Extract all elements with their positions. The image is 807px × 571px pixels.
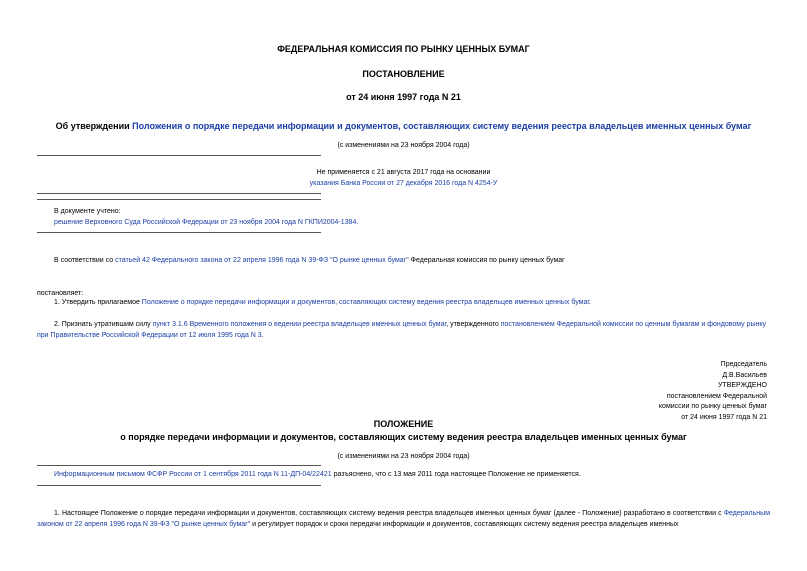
doc-title: [0, 121, 807, 131]
regulation-title: ПОЛОЖЕНИЕ: [373, 419, 434, 429]
amendment-note: (с изменениями на 23 ноября 2004 года): [337, 142, 470, 149]
issuer-org: ФЕДЕРАЛЬНАЯ КОМИССИЯ ПО РЫНКУ ЦЕННЫХ БУМАГ: [277, 44, 530, 54]
item-1: [54, 298, 591, 308]
letter-link[interactable]: Информационным письмом ФСФР России от 1 сентября 2011 года N 11-ДП-04/22421: [54, 471, 332, 478]
item-2: [37, 320, 770, 341]
doc-title-prefix: Об утверждении: [55, 121, 133, 131]
signature-name: Д.В.Васильев: [722, 371, 767, 379]
item-2-link-2[interactable]: постановлением Федеральной комиссии по ценным бумагам и фондовому рынку при Правительстве Российской Федерации от 12 июля 1995 года N 3: [37, 321, 767, 339]
doc-title-link[interactable]: Положения о порядке передачи информации и документов, составляющих систему ведения реестра владельцев именных ценных бумаг: [132, 121, 752, 131]
notice-link[interactable]: указания Банка России от 27 декабря 2016 года N 4254-У: [309, 180, 498, 187]
item-1-suffix: .: [589, 299, 591, 306]
item-2-middle: , утвержденного: [446, 321, 501, 328]
doc-date: от 24 июня 1997 года N 21: [346, 92, 461, 102]
item-2-prefix: 2. Признать утратившим силу: [54, 321, 153, 328]
doc-type: ПОСТАНОВЛЕНИЕ: [362, 69, 445, 79]
approved-line: от 24 июня 1997 года N 21: [681, 413, 767, 421]
approved-stamp: УТВЕРЖДЕНО: [717, 382, 767, 389]
divider: [37, 232, 321, 233]
preamble-link[interactable]: статьей 42 Федерального закона от 22 апреля 1996 года N 39-ФЗ "О рынке ценных бумаг": [115, 257, 409, 264]
resolves: постановляет:: [37, 290, 84, 297]
preamble-prefix: В соответствии со: [54, 257, 116, 264]
letter-suffix: разъяснено, что с 13 мая 2011 года настоящее Положение не применяется.: [331, 471, 581, 478]
item-2-suffix: .: [261, 331, 264, 339]
regulation-subtitle: о порядке передачи информации и документов, составляющих систему ведения реестра владельцев именных ценных бумаг: [120, 432, 687, 442]
divider: [37, 193, 321, 194]
considered-label: В документе учтено:: [54, 208, 121, 215]
considered-link[interactable]: решение Верховного Суда Российской Федерации от 23 ноября 2004 года N ГКПИ2004-1384.: [54, 219, 359, 226]
approved-line: комиссии по рынку ценных бумаг: [658, 403, 767, 410]
divider: [37, 155, 321, 156]
clause-1-prefix: 1. Настоящее Положение о порядке передачи информации и документов, составляющих систему ведения реестра владельцев именных ценных бумаг (далее - Положение) разработано в соответствии с: [54, 510, 724, 517]
signature-role: Председатель: [720, 361, 767, 368]
letter-note: [54, 470, 581, 480]
notice-line: Не применяется с 21 августа 2017 года на основании: [316, 169, 491, 176]
clause-1: [37, 509, 770, 530]
regulation-amendment: (с изменениями на 23 ноября 2004 года): [337, 453, 470, 460]
divider: [37, 199, 321, 200]
divider: [37, 465, 321, 466]
item-1-prefix: 1. Утвердить прилагаемое: [54, 299, 142, 306]
clause-1-link[interactable]: Федеральным законом от 22 апреля 1996 года N 39-ФЗ "О рынке ценных бумаг": [37, 510, 770, 528]
divider: [37, 485, 321, 486]
approved-line: постановлением Федеральной: [666, 392, 767, 400]
item-2-link-1[interactable]: пункт 3.1.6 Временного положения о ведении реестра владельцев именных ценных бумаг: [152, 321, 447, 328]
preamble-suffix: Федеральная комиссия по рынку ценных бумаг: [408, 257, 565, 264]
signature-block: [567, 360, 767, 423]
item-1-link[interactable]: Положение о порядке передачи информации и документов, составляющих систему ведения реестра владельцев именных ценных бумаг: [141, 299, 590, 306]
clause-1-suffix: и регулирует порядок и сроки передачи информации и документов, составляющих систему ведения реестра владельцев именных: [250, 520, 679, 528]
preamble: [54, 256, 565, 266]
